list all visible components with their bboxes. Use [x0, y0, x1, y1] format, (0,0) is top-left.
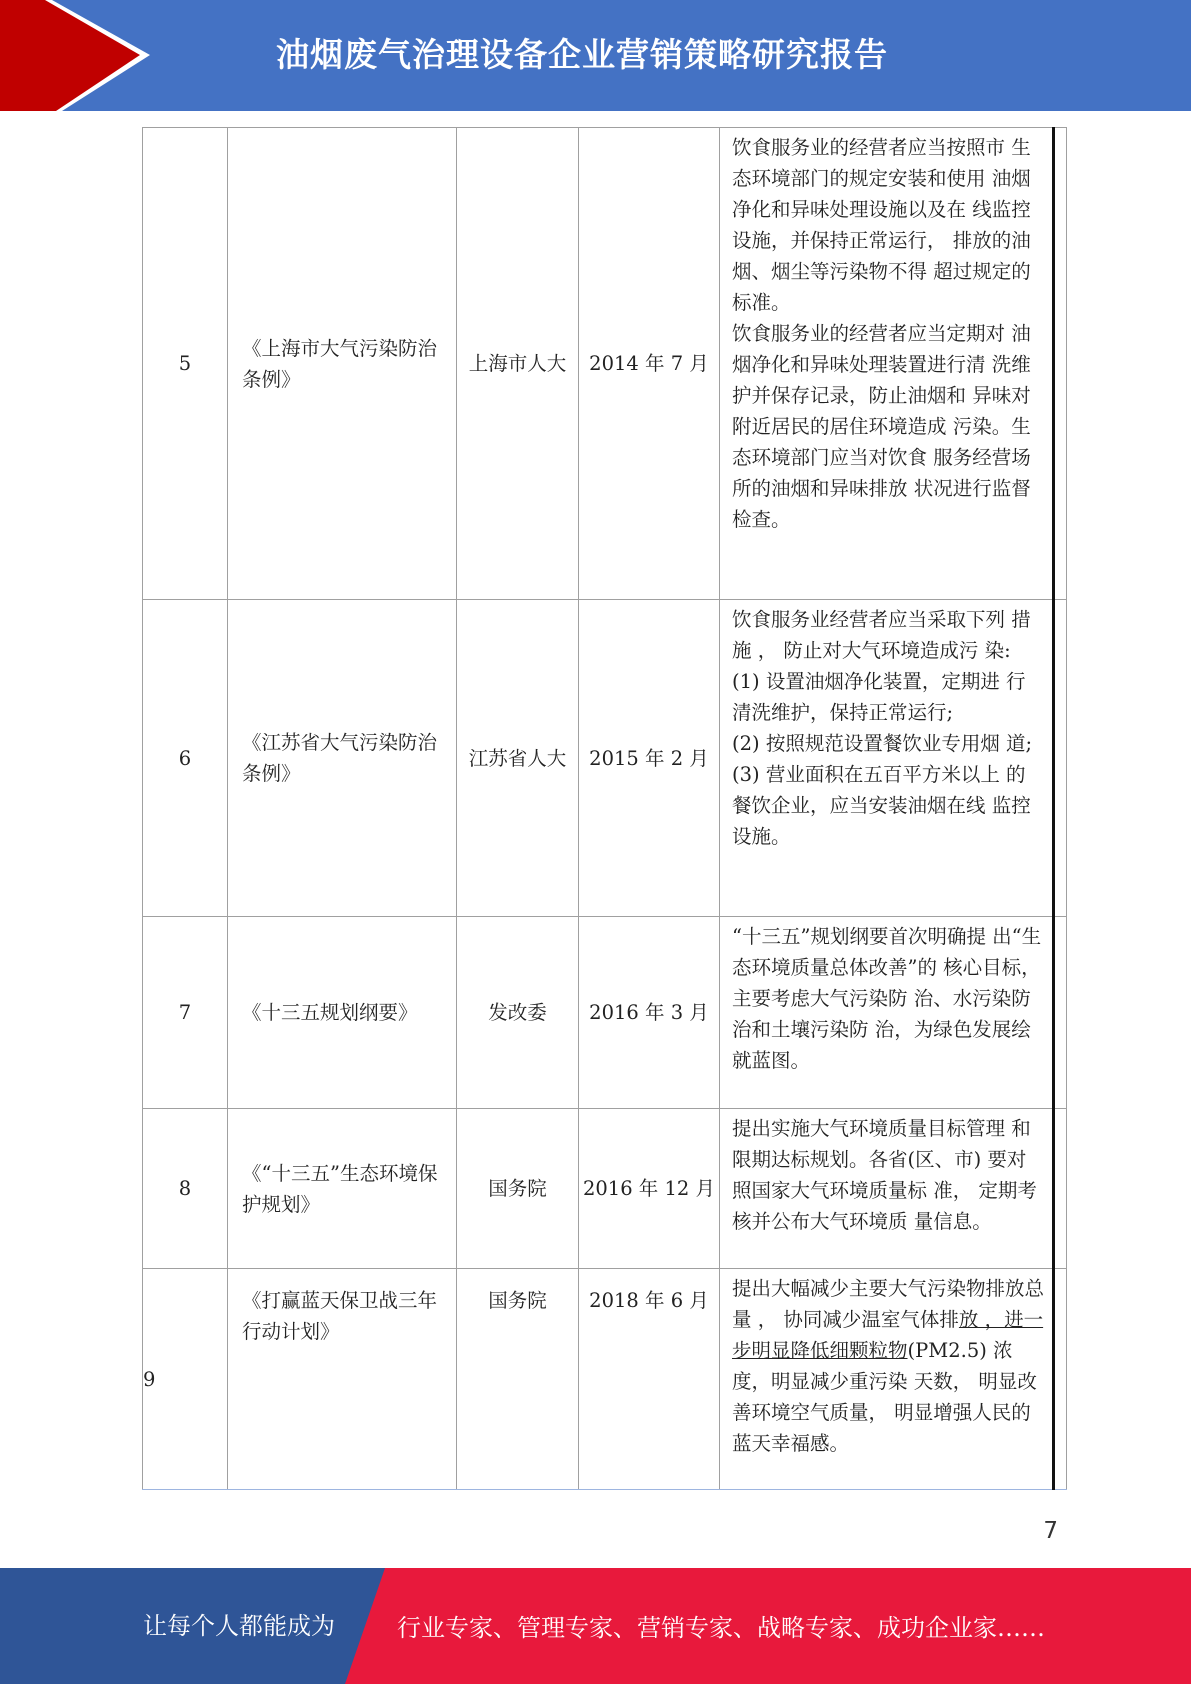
content-underlined-text: 放 ，进一步明显降低细颗粒物 [732, 1308, 1044, 1362]
table-edge-cell [1054, 128, 1067, 600]
policy-table [142, 127, 1067, 1490]
table-row [143, 917, 1067, 1109]
issuing-body: 发改委 [457, 917, 579, 1109]
policy-content [720, 1269, 1054, 1490]
table-row [143, 128, 1067, 600]
table-edge-cell [1054, 1269, 1067, 1490]
issuing-body: 上海市人大 [457, 128, 579, 600]
issue-date: 2018 年 6 月 [579, 1269, 720, 1490]
table-row [143, 600, 1067, 917]
page-footer [0, 1568, 1191, 1684]
content-paragraph: “十三五”规划纲要首次明确提 出“生态环境质量总体改善”的 核心目标，主要考虑大气污染防 治、水污染防治和土壤污染防 治，为绿色发展绘就蓝图。 [732, 925, 1042, 1072]
content-paragraph: 提出实施大气环境质量目标管理 和限期达标规划。各省(区、市) 要对照国家大气环境质量标 准， 定期考核并公布大气环境质 量信息。 [732, 1117, 1037, 1233]
issue-date: 2015 年 2 月 [579, 600, 720, 917]
content-paragraph: 饮食服务业经营者应当采取下列 措施 ， 防止对大气环境造成污 染: [732, 608, 1031, 662]
policy-content [720, 128, 1054, 600]
content-text: 提出大幅减少主要大气污染物排放总量 ， 协同减少温室气体排 [732, 1277, 1045, 1331]
policy-title: 《江苏省大气污染防治条例》 [228, 600, 457, 917]
footer-slogan-right: 行业专家、管理专家、营销专家、战略专家、成功企业家…… [397, 1614, 1045, 1642]
content-paragraph: 饮食服务业的经营者应当按照市 生态环境部门的规定安装和使用 油烟净化和异味处理设施以及在 线监控设施，并保持正常运行， 排放的油烟、烟尘等污染物不得 超过规定的标准。 [732, 136, 1031, 314]
issuing-body: 国务院 [457, 1109, 579, 1269]
table-row [143, 1269, 1067, 1490]
content-text: (PM2.5) 浓度，明显减少重污染 天数， 明显改善环境空气质量， 明显增强人民的蓝天幸福感。 [732, 1339, 1037, 1455]
row-number: 8 [143, 1109, 228, 1269]
row-number: 9 [143, 1269, 228, 1490]
row-number: 7 [143, 917, 228, 1109]
policy-title: 《打赢蓝天保卫战三年行动计划》 [228, 1269, 457, 1490]
page-number: 7 [1043, 1518, 1058, 1544]
table-edge-cell [1054, 917, 1067, 1109]
policy-title: 《上海市大气污染防治条例》 [228, 128, 457, 600]
content-paragraph: (2) 按照规范设置餐饮业专用烟 道; [732, 732, 1033, 755]
policy-title: 《“十三五”生态环境保护规划》 [228, 1109, 457, 1269]
page-header [0, 0, 1191, 111]
issue-date: 2014 年 7 月 [579, 128, 720, 600]
table-edge-cell [1054, 600, 1067, 917]
content-paragraph: (1) 设置油烟净化装置，定期进 行清洗维护，保持正常运行; [732, 670, 1026, 724]
policy-content [720, 917, 1054, 1109]
header-arrow-logo [0, 0, 150, 111]
policy-content [720, 1109, 1054, 1269]
policy-title: 《十三五规划纲要》 [228, 917, 457, 1109]
policy-content [720, 600, 1054, 917]
footer-slogan-left: 让每个人都能成为 [143, 1612, 335, 1640]
content-paragraph: 饮食服务业的经营者应当定期对 油烟净化和异味处理装置进行清 洗维护并保存记录，防止油烟和 异味对附近居民的居住环境造成 污染。生态环境部门应当对饮食 服务经营场所的油烟和异味排放 状况进行监督检查。 [732, 322, 1031, 531]
row-number: 5 [143, 128, 228, 600]
issue-date: 2016 年 12 月 [579, 1109, 720, 1269]
issuing-body: 国务院 [457, 1269, 579, 1490]
content-paragraph [732, 1273, 1044, 1459]
row-number: 6 [143, 600, 228, 917]
table-edge-cell [1054, 1109, 1067, 1269]
issuing-body: 江苏省人大 [457, 600, 579, 917]
content-paragraph: (3) 营业面积在五百平方米以上 的餐饮企业，应当安装油烟在线 监控设施。 [732, 763, 1031, 848]
table-row [143, 1109, 1067, 1269]
issue-date: 2016 年 3 月 [579, 917, 720, 1109]
header-title: 油烟废气治理设备企业营销策略研究报告 [276, 35, 888, 74]
